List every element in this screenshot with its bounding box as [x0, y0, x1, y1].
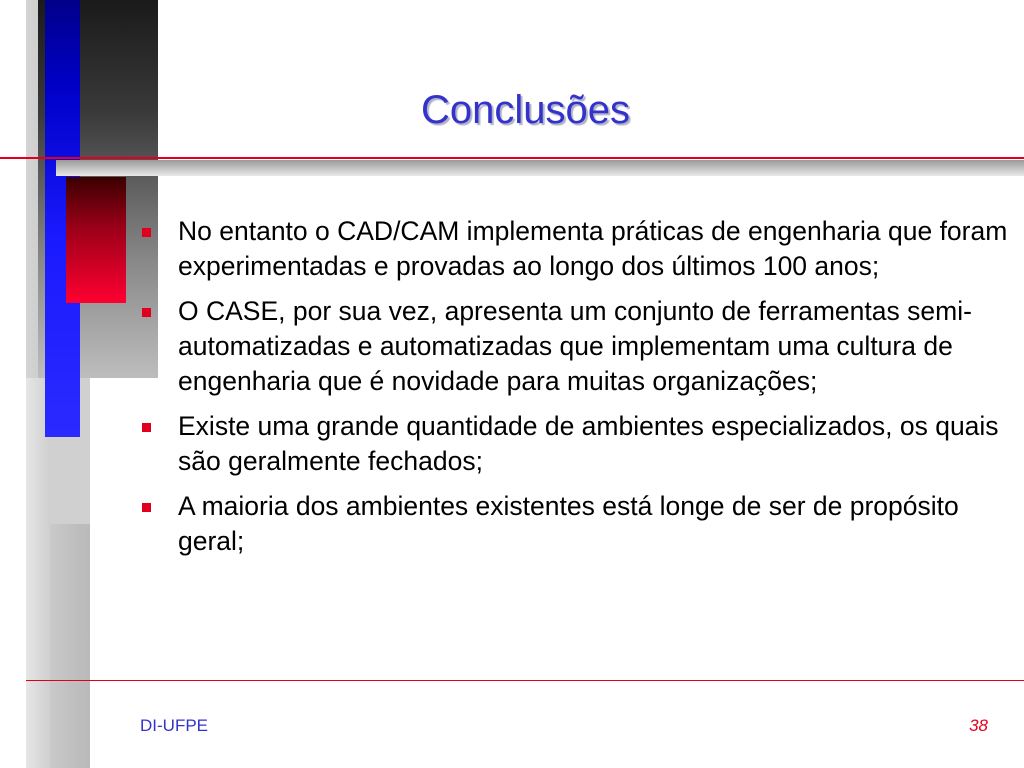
bullet-list	[140, 214, 1010, 569]
bullet-square-icon	[142, 308, 151, 317]
title-divider-red	[0, 157, 1024, 159]
bullet-square-icon	[142, 228, 151, 237]
page-number: 38	[969, 716, 988, 735]
bullet-item	[140, 409, 1010, 479]
bullet-item	[140, 214, 1010, 284]
footer-organization: DI-UFPE	[140, 716, 208, 735]
bullet-text: No entanto o CAD/CAM implementa práticas de engenharia que foram experimentadas e provadas ao longo dos últimos 100 anos;	[178, 216, 1008, 281]
bullet-item	[140, 294, 1010, 399]
title-divider-gray	[56, 160, 1024, 176]
bullet-text: Existe uma grande quantidade de ambientes especializados, os quais são geralmente fechados;	[178, 411, 999, 476]
footer-divider	[26, 680, 1024, 681]
decorative-red-block	[66, 177, 126, 303]
bullet-square-icon	[142, 423, 151, 432]
bullet-square-icon	[142, 503, 151, 512]
slide-title: Conclusões	[420, 88, 630, 132]
bullet-item	[140, 489, 1010, 559]
bullet-text: O CASE, por sua vez, apresenta um conjunto de ferramentas semi-automatizadas e automatizadas que implementam uma cultura de engenharia que é novidade para muitas organizações;	[178, 296, 972, 396]
bullet-text: A maioria dos ambientes existentes está longe de ser de propósito geral;	[178, 491, 959, 556]
